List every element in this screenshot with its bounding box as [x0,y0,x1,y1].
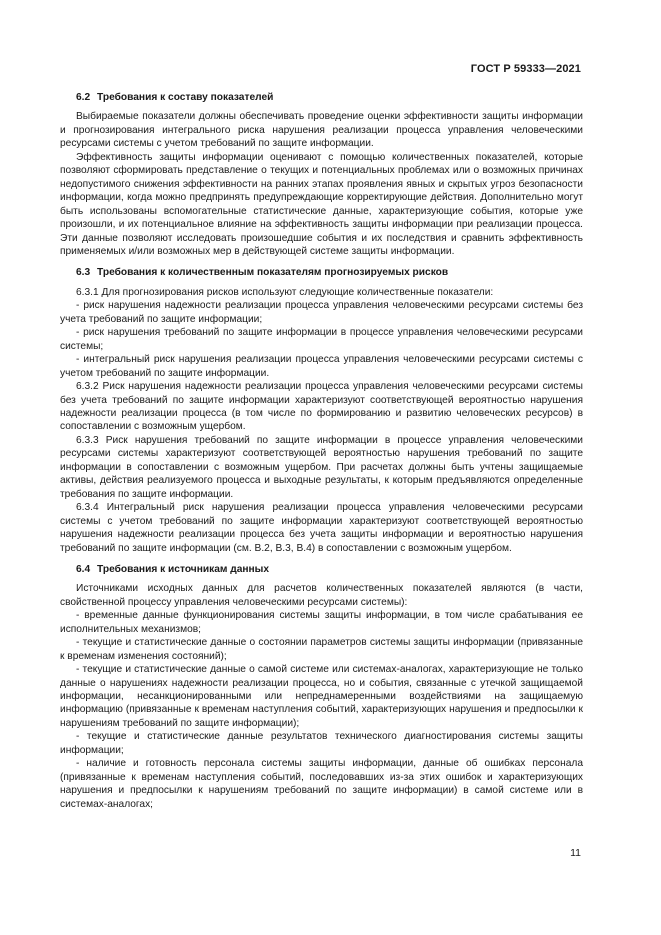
paragraph: Эффективность защиты информации оценивают с помощью количественных показателей, которые позволяют сформировать представление о текущих и потенциальных проблемах или о возможных причинах недопустимого снижения эффективности на ранних этапах проявления явных и скрытых угроз безопасности информации, когда можно предпринять предупреждающие корректирующие действия. Дополнительно могут быть использованы вспомогательные статистические данные, характеризующие события, которые уже произошли, и их потенциальное влияние на эффективность защиты информации при реализации процесса. Эти данные позволяют исследовать произошедшие события и их последствия и сравнить эффективность применяемых и/или возможных мер в действующей системе защиты информации. [60,151,583,257]
list-item: - интегральный риск нарушения реализации процесса управления человеческими ресурсами системы с учетом требований по защите информации. [60,354,583,379]
paragraph: 6.3.2 Риск нарушения надежности реализации процесса управления человеческими ресурсами системы без учета требований по защите информации характеризуют соответствующей вероятностью нарушения надежности реализации процесса (в том числе по формированию и развитию человеческих ресурсов) в сопоставлении с возможным ущербом. [60,381,583,433]
list-item: - текущие и статистические данные о состоянии параметров системы защиты информации (привязанные к временам изменения состояний); [60,637,583,662]
list-item: - текущие и статистические данные о самой системе или системах-аналогах, характеризующие не только данные о нарушениях надежности реализации процесса, но и события, связанные с утечкой защищаемой информации, несанкционированными или непреднамеренными воздействиями на защищаемую информацию (привязанные к временам наступления событий, характеризующих нарушения и предпосылки к нарушениям требований по защите информации); [60,664,583,729]
section-heading-6-4: 6.4 Требования к источникам данных [76,563,270,575]
list-item: - временные данные функционирования системы защиты информации, в том числе срабатывания ее исполнительных механизмов; [60,610,583,635]
section-heading-6-2: 6.2 Требования к составу показателей [76,92,274,103]
list-item: - риск нарушения надежности реализации процесса управления человеческими ресурсами системы без учета требований по защите информации; [60,300,583,325]
paragraph: Выбираемые показатели должны обеспечивать проведение оценки эффективности защиты информации и прогнозирования интегрального риска нарушения реализации процесса управления человеческими ресурсами системы с учетом требований по защите информации. [60,111,583,150]
paragraph: 6.3.3 Риск нарушения требований по защите информации в процессе управления человеческими ресурсами системы характеризуют соответствующей вероятностью нарушения требований по защите информации в сопоставлении с возможным ущербом. При расчетах должны быть учтены защищаемые активы, действия реализуемого процесса и выходные результаты, к которым предъявляются определенные требования по защите информации. [60,434,583,500]
list-item: - текущие и статистические данные результатов технического диагностирования системы защиты информации; [60,731,583,756]
paragraph: 6.3.4 Интегральный риск нарушения реализации процесса управления человеческими ресурсами системы с учетом требований по защите информации характеризуют соответствующей вероятностью нарушения надежности реализации процесса без учета защиты информации и вероятностью нарушения требований по защите информации (см. В.2, В.3, В.4) в сопоставлении с возможным ущербом. [60,502,583,554]
paragraph: Источниками исходных данных для расчетов количественных показателей являются (в части, свойственной процессу управления человеческими ресурсами системы): [60,583,583,608]
paragraph: 6.3.1 Для прогнозирования рисков используют следующие количественные показатели: [76,286,494,298]
page-body [60,91,583,811]
page-number: 11 [570,847,581,859]
list-item: - наличие и готовность персонала системы защиты информации, данные об ошибках персонала (привязанные к временам наступления событий, последовавших из-за этих ошибок и характеризующих нарушения и предпосылки к нарушениям требований по защите информации) в самой системе или в системах-аналогах; [60,758,583,810]
section-heading-6-3: 6.3 Требования к количественным показателям прогнозируемых рисков [76,267,449,279]
list-item: - риск нарушения требований по защите информации в процессе управления человеческими ресурсами системы; [60,327,583,352]
standard-designation: ГОСТ Р 59333—2021 [470,63,581,75]
